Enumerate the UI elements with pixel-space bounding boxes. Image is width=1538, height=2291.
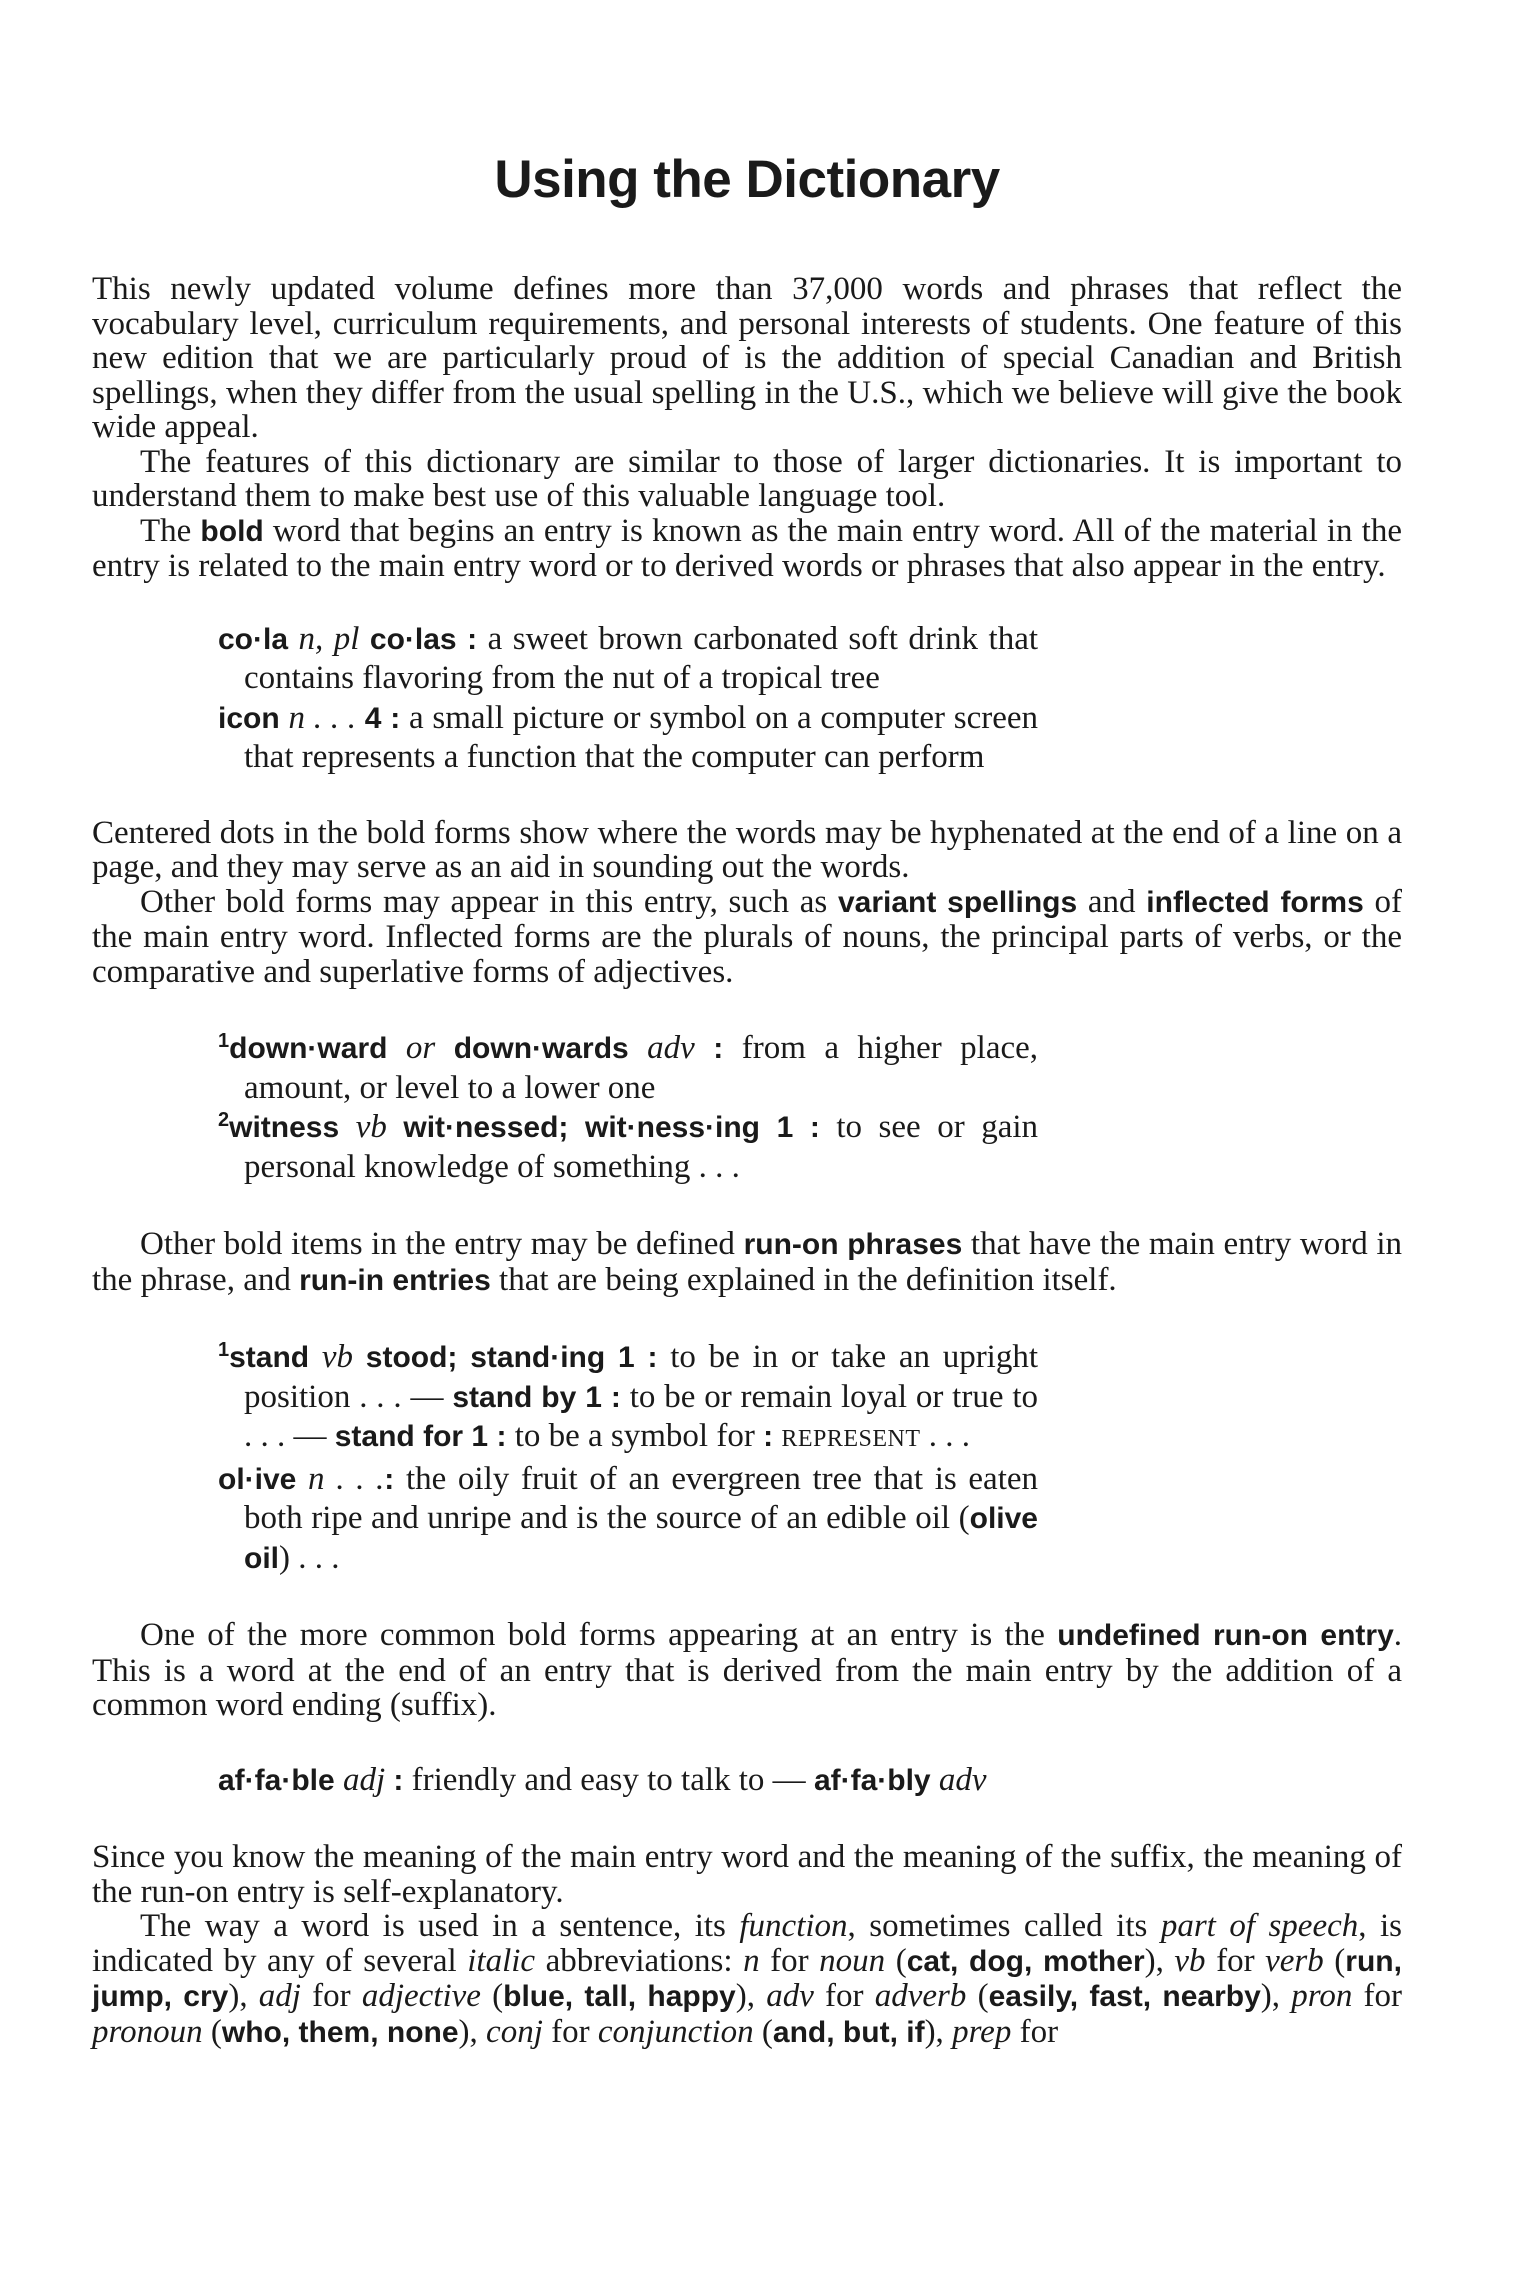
page-title: Using the Dictionary [494,150,1000,209]
centered-dots-paragraph: Centered dots in the bold forms show where the words may be hyphenated at the end of a line on a page, and they may serve as an aid in sounding out the words. [92,814,1402,885]
entry-stand: $^1$stand vb stood; stand·ing 1 : to be in or take an upright position . . . — stand by 1 : to be or remain loyal or true to . . . — stand for 1 : to be a symbol for : REPRESENT . . . [218,1339,1039,1454]
bold-entry-paragraph: The bold word that begins an entry is known as the main entry word. All of the material in the entry is related to the main entry word or to derived words or phrases that also appear in the entry. [92,512,1402,584]
entry-affable: af·fa·ble adj : friendly and easy to talk to — af·fa·bly adv [218,1761,987,1798]
self-explanatory-paragraph: Since you know the meaning of the main entry word and the meaning of the suffix, the meaning of the run-on entry is self-explanatory. [92,1839,1402,1910]
other-bold-forms-paragraph: Other bold forms may appear in this entry, such as variant spellings and inflected forms of the main entry word. Inflected forms are the plurals of nouns, the principal parts of verbs, or the comparative and superlative forms of adjectives. [92,883,1403,990]
example-block-1 [218,620,1038,778]
page [92,0,1402,2050]
features-paragraph: The features of this dictionary are similar to those of larger dictionaries. It is important to understand them to make best use of this valuable language tool. [92,443,1402,514]
example-block-3 [218,1338,1038,1578]
entry-olive: ol·ive n . . .: the oily fruit of an evergreen tree that is eaten both ripe and unripe and is the source of an edible oil (olive oil) . . . [218,1460,1039,1576]
entry-witness: $^2$witness vb wit·nessed; wit·ness·ing 1 : to see or gain personal knowledge of something . . . [218,1109,1039,1185]
entry-icon: icon n . . . 4 : a small picture or symbol on a computer screen that represents a function that the computer can perform [218,699,1039,775]
example-block-4 [218,1761,1038,1801]
entry-downward: $^1$down·ward or down·wards adv : from a higher place, amount, or level to a lower one [218,1030,1039,1106]
example-block-2 [218,1029,1038,1187]
intro-paragraph: This newly updated volume defines more than 37,000 words and phrases that reflect the vocabulary level, curriculum requirements, and personal interests of students. One feature of this new edition that we are particularly proud of is the addition of special Canadian and British spellings, when they differ from the usual spelling in the U.S., which we believe will give the book wide appeal. [92,271,1402,445]
run-on-phrases-paragraph: Other bold items in the entry may be defined run-on phrases that have the main entry word in the phrase, and run-in entries that are being explained in the definition itself. [92,1226,1402,1298]
undefined-run-on-paragraph: One of the more common bold forms appearing at an entry is the undefined run-on entry. This is a word at the end of an entry that is derived from the main entry by the addition of a common word ending (suffix). [92,1617,1402,1723]
entry-cola: co·la n, pl co·las : a sweet brown carbonated soft drink that contains flavoring from the nut of a tropical tree [218,620,1039,696]
function-paragraph: The way a word is used in a sentence, its function, sometimes called its part of speech, is indicated by any of several italic abbreviations: n for noun (cat, dog, mother), vb for verb (run, jump, cry), adj for adjective (blue, tall, happy), adv for adverb (easily, fast, nearby), pron for pronoun (who, them, none), conj for conjunction (and, but, if), prep for [92,1908,1403,2050]
